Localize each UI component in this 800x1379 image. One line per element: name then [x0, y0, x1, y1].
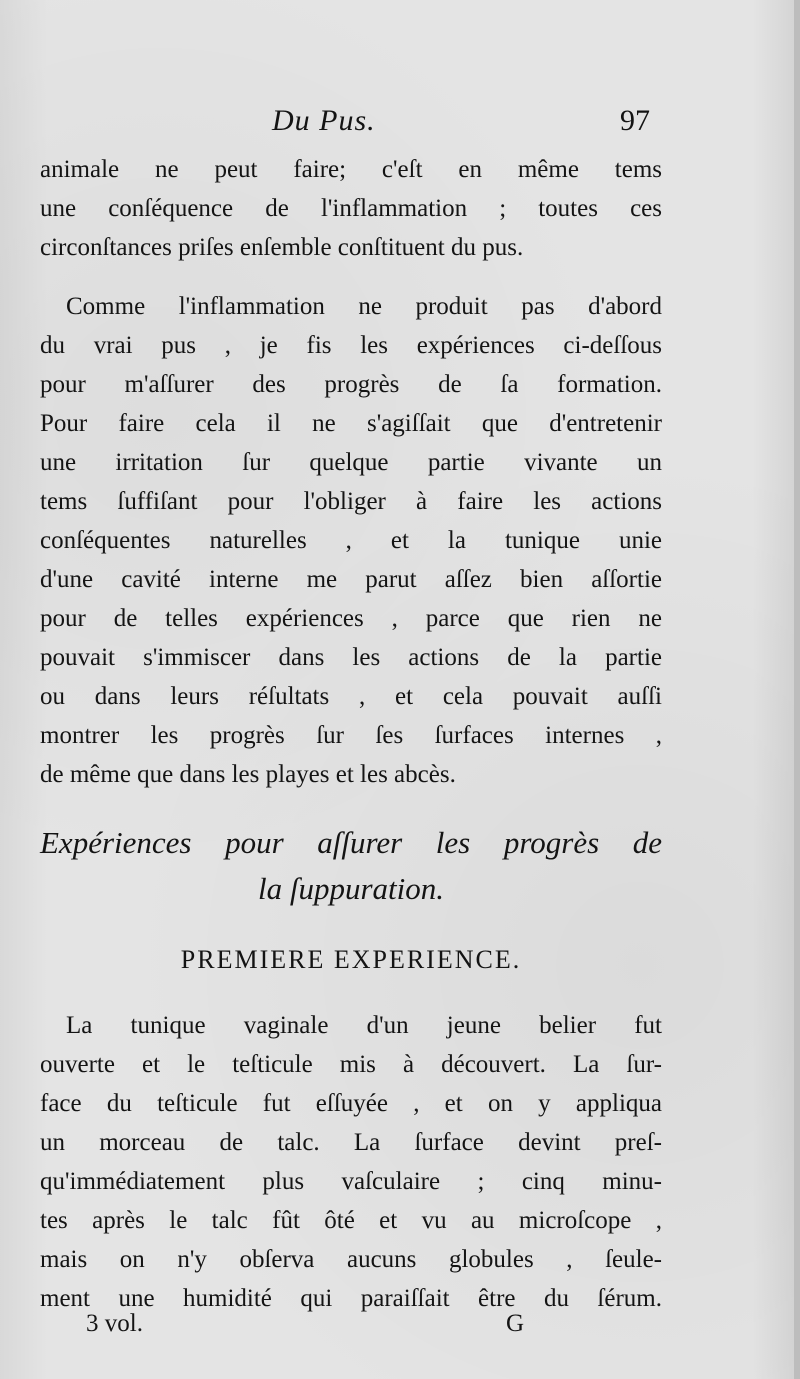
section-title-line: la ſuppuration. [257, 871, 444, 906]
section-title-line: Expériences pour aſſurer les progrès de [40, 825, 662, 860]
signature-mark: G [506, 1310, 525, 1337]
page-edge-shadow [794, 0, 800, 1379]
running-head [40, 104, 660, 144]
text-line: ment une humidité qui paraiſſait être du ſérum. [40, 1285, 662, 1312]
text-line: Pour faire cela il ne s'agiſſait que d'entretenir [40, 410, 662, 437]
text-line: une irritation ſur quelque partie vivante un [40, 449, 662, 476]
text-line: face du teſticule fut eſſuyée , et on y appliqua [40, 1090, 662, 1117]
paragraph-experiment [40, 1006, 662, 1318]
text-line: circonſtances priſes enſemble conſtituent du pus. [40, 234, 524, 261]
paragraph-continuation [40, 150, 662, 267]
text-line: de même que dans les playes et les abcès. [40, 761, 456, 788]
volume-mark: 3 vol. [86, 1310, 143, 1337]
paragraph-inflammation [40, 287, 662, 794]
text-line: animale ne peut faire; c'eſt en même tems [40, 156, 662, 183]
text-line: tems ſuffiſant pour l'obliger à faire les actions [40, 488, 662, 515]
text-line: du vrai pus , je fis les expériences ci-deſſous [40, 332, 662, 359]
text-line: tes après le talc fût ôté et vu au microſcope , [40, 1207, 662, 1234]
text-line: pouvait s'immiscer dans les actions de la partie [40, 644, 662, 671]
text-line: Comme l'inflammation ne produit pas d'abord [66, 293, 662, 320]
text-line: ou dans leurs réſultats , et cela pouvait auſſi [40, 683, 662, 710]
text-line: montrer les progrès ſur ſes ſurfaces internes , [40, 722, 662, 749]
text-line: mais on n'y obſerva aucuns globules , ſeule- [40, 1246, 662, 1273]
section-title [40, 820, 662, 912]
text-line: une conſéquence de l'inflammation ; toutes ces [40, 195, 662, 222]
text-line: pour de telles expériences , parce que rien ne [40, 605, 662, 632]
text-line: d'une cavité interne me parut aſſez bien aſſortie [40, 566, 662, 593]
text-line: un morceau de talc. La ſurface devint preſ- [40, 1129, 662, 1156]
text-line: pour m'aſſurer des progrès de ſa formation. [40, 371, 662, 398]
page-footer [40, 1310, 662, 1350]
text-line: qu'immédiatement plus vaſculaire ; cinq minu- [40, 1168, 662, 1195]
experiment-heading: PREMIERE EXPERIENCE. [180, 945, 522, 974]
running-title: Du Pus. [272, 104, 376, 137]
text-line: La tunique vaginale d'un jeune belier fut [66, 1012, 662, 1039]
text-line: conſéquentes naturelles , et la tunique unie [40, 527, 662, 554]
text-line: ouverte et le teſticule mis à découvert. La ſur- [40, 1051, 662, 1078]
page-number: 97 [620, 104, 650, 137]
